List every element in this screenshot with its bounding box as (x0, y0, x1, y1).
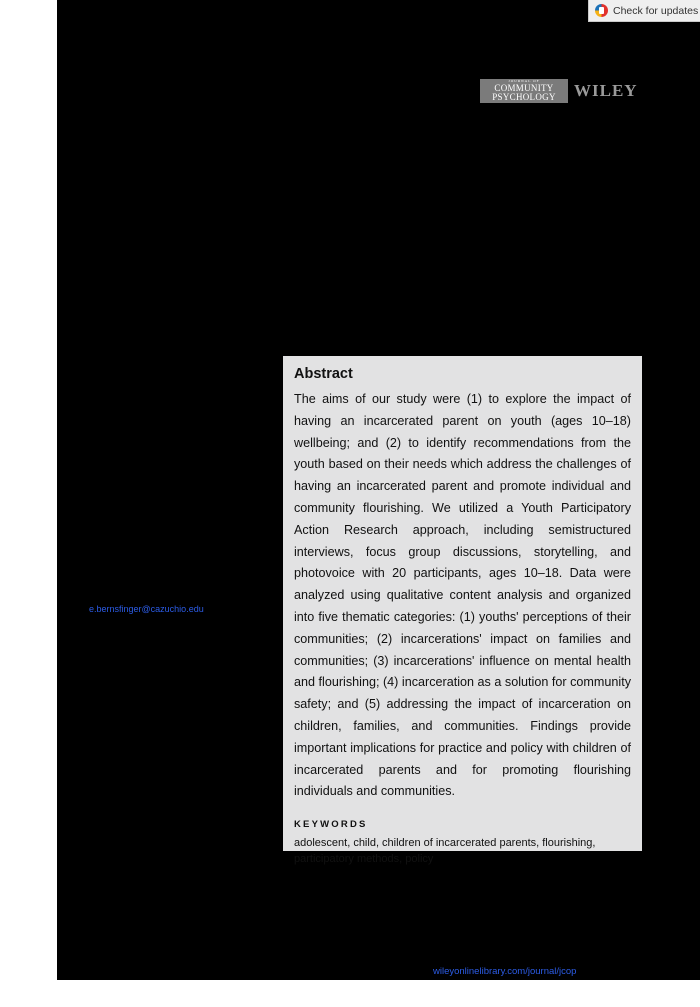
publisher-logo: WILEY (574, 81, 638, 100)
crossmark-icon (595, 4, 608, 17)
abstract-text: The aims of our study were (1) to explore the impact of having an incarcerated parent on youth (ages 10–18) wellbeing; and (2) to identify recommendations from the youth based on their needs which address the challenges of having an incarcerated parent and promote individual and community flourishing. We utilized a Youth Participatory Action Research approach, including semistructured interviews, focus group discussions, storytelling, and photovoice with 20 participants, ages 10–18. Data were analyzed using qualitative content analysis and organized into five thematic categories: (1) youths' perceptions of their communities; (2) incarcerations' impact on families and communities; (3) incarcerations' influence on mental health and flourishing; (4) incarceration as a solution for community safety; and (5) addressing the impact of incarceration on children, families, and communities. Findings provide important implications for practice and policy with children of incarcerated parents and for promoting flourishing individuals and communities. (294, 392, 631, 799)
check-for-updates-label: Check for updates (613, 4, 699, 17)
journal-logo-line1: COMMUNITY (494, 82, 554, 93)
keywords-text: adolescent, child, children of incarcerated parents, flourishing, participatory methods, policy (294, 837, 596, 866)
journal-logo-small-text: JOURNAL OF (508, 79, 540, 83)
abstract-box (283, 356, 642, 866)
journal-logo-line2: PSYCHOLOGY (492, 91, 556, 102)
check-for-updates-button[interactable] (588, 0, 700, 22)
author-email-link[interactable]: e.bernsfinger@cazuchio.edu (89, 604, 204, 614)
journal-url-link[interactable]: wileyonlinelibrary.com/journal/jcop (433, 966, 577, 977)
abstract-title: Abstract (294, 366, 353, 382)
keywords-label: KEYWORDS (294, 819, 368, 831)
journal-logo (480, 79, 568, 103)
